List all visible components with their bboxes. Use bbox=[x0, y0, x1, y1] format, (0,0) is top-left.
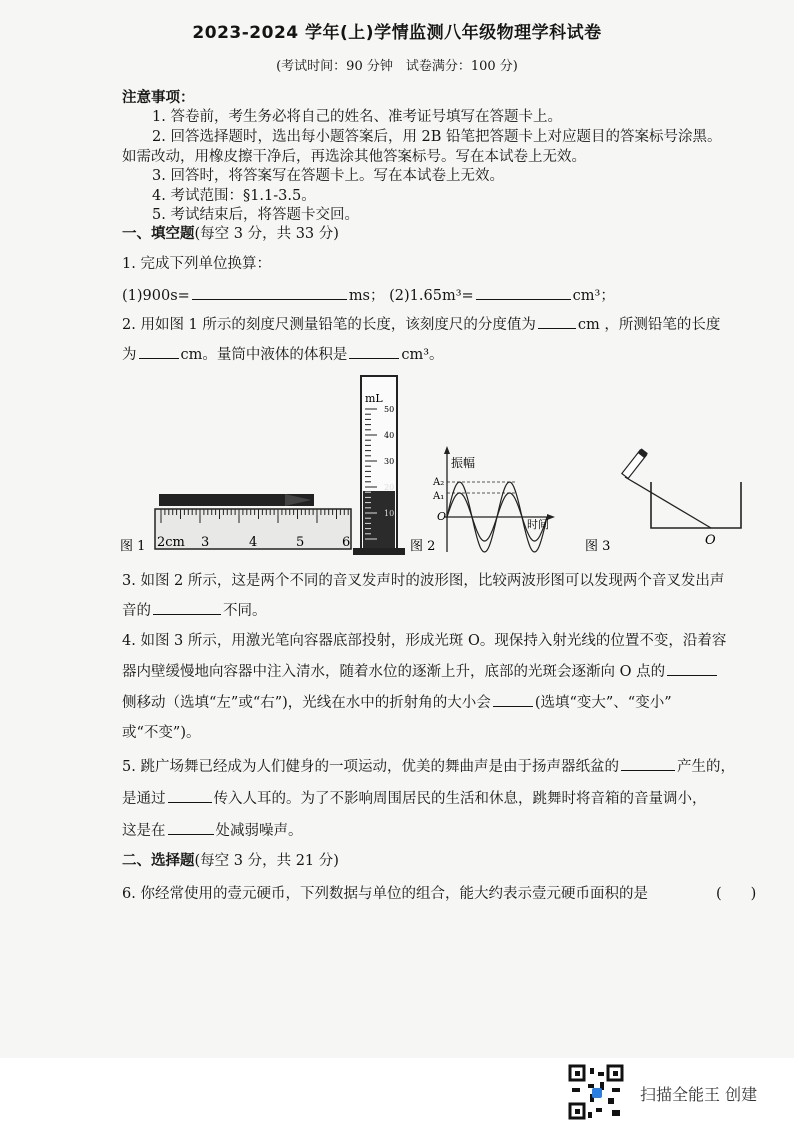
question-6-text: 6. 你经常使用的壹元硬币，下列数据与单位的组合，能大约表示壹元硬币面积的是 bbox=[122, 886, 648, 902]
cylinder-tick-label: 50 bbox=[384, 405, 395, 414]
question-3-line: 3. 如图 2 所示，这是两个不同的音叉发声时的波形图，比较两波形图可以发现两个音叉发出声 bbox=[122, 573, 725, 589]
laser-container-figure bbox=[585, 448, 741, 554]
q1-part-a-prefix: (1)900s= bbox=[122, 288, 190, 304]
q4-text: 器内壁缓慢地向容器中注入清水，随着水位的逐渐上升，底部的光斑会逐渐向 O 点的 bbox=[122, 664, 666, 680]
section-heading bbox=[122, 851, 339, 871]
light-ray bbox=[625, 477, 711, 528]
waveform-figure bbox=[432, 446, 555, 552]
wave-a2-label: A₂ bbox=[433, 477, 445, 488]
laser-pointer bbox=[622, 448, 648, 478]
cylinder-unit: mL bbox=[365, 392, 383, 405]
question-5-line bbox=[122, 820, 303, 841]
ruler-tick-label: 6 bbox=[342, 535, 351, 550]
q3-text: 不同。 bbox=[223, 603, 267, 619]
section-title: 一、填空题 bbox=[122, 226, 195, 242]
question-3-line bbox=[122, 600, 267, 621]
q5-text: 5. 跳广场舞已经成为人们健身的一项运动，优美的舞曲声是由于扬声器纸盆的 bbox=[122, 759, 619, 775]
ruler-figure bbox=[120, 494, 351, 554]
arrow-up-icon bbox=[444, 446, 450, 454]
wave-origin-label: O bbox=[437, 510, 447, 523]
q5-text: 是通过 bbox=[122, 791, 166, 807]
question-4-line: 或“不变”)。 bbox=[122, 725, 201, 741]
figure-3-label: 图 3 bbox=[585, 539, 611, 554]
note-item: 4. 考试范围：§1.1-3.5。 bbox=[152, 188, 316, 204]
cylinder-tick-label: 40 bbox=[384, 431, 395, 440]
cylinder-base bbox=[353, 548, 405, 555]
answer-blank[interactable] bbox=[493, 692, 533, 707]
ruler-tick-label: 5 bbox=[296, 535, 305, 550]
answer-blank[interactable] bbox=[168, 820, 214, 835]
cylinder-tick-label: 10 bbox=[384, 509, 395, 518]
wave-a1-label: A₁ bbox=[433, 491, 445, 502]
answer-blank[interactable] bbox=[349, 344, 399, 359]
ruler-tick-label: 3 bbox=[201, 535, 210, 550]
section-title: 二、选择题 bbox=[122, 853, 195, 869]
note-item: 2. 回答选择题时，选出每小题答案后，用 2B 铅笔把答题卡上对应题目的答案标号涂黑。 bbox=[152, 129, 722, 145]
ruler-tick-label: 2cm bbox=[157, 535, 185, 550]
section-heading bbox=[122, 224, 339, 244]
q2-text: 为 bbox=[122, 347, 137, 363]
note-item: 如需改动，用橡皮擦干净后，再选涂其他答案标号。写在本试卷上无效。 bbox=[122, 149, 586, 165]
figure-1-label: 图 1 bbox=[120, 539, 146, 554]
ruler-tick-label: 4 bbox=[249, 535, 258, 550]
cylinder-tick-label: 20 bbox=[384, 483, 395, 492]
question-4-line bbox=[122, 661, 719, 682]
section-detail: (每空 3 分，共 21 分) bbox=[194, 853, 339, 869]
figures-area bbox=[115, 372, 765, 557]
q1-part-b-prefix: (2)1.65m³= bbox=[389, 288, 474, 304]
section-detail: (每空 3 分，共 33 分) bbox=[194, 226, 339, 242]
cylinder-tick-label: 30 bbox=[384, 457, 395, 466]
cylinder-figure bbox=[353, 376, 435, 555]
liquid bbox=[363, 491, 395, 550]
answer-blank[interactable] bbox=[667, 661, 717, 676]
answer-blank[interactable] bbox=[621, 756, 675, 771]
exam-info: (考试时间：90 分钟 试卷满分：100 分) bbox=[276, 59, 518, 74]
q2-text: cm ，所测铅笔的长度 bbox=[577, 317, 721, 333]
q2-text: 2. 用如图 1 所示的刻度尺测量铅笔的长度，该刻度尺的分度值为 bbox=[122, 317, 536, 333]
answer-blank[interactable] bbox=[538, 314, 576, 329]
q2-text: cm³。 bbox=[401, 347, 444, 363]
answer-blank[interactable] bbox=[192, 285, 347, 300]
question-4-line bbox=[122, 692, 672, 713]
question-2-line bbox=[122, 314, 720, 335]
q1-part-a-unit: ms； bbox=[348, 288, 385, 304]
q5-text: 产生的， bbox=[676, 759, 735, 775]
question-1-parts bbox=[122, 285, 615, 306]
note-item: 5. 考试结束后，将答题卡交回。 bbox=[152, 207, 359, 223]
q4-text: 侧移动（选填“左”或“右”)，光线在水中的折射角的大小会 bbox=[122, 695, 491, 711]
question-2-line bbox=[122, 344, 444, 365]
answer-blank[interactable] bbox=[168, 788, 212, 803]
answer-blank[interactable] bbox=[139, 344, 179, 359]
page-title: 2023-2024 学年(上)学情监测八年级物理学科试卷 bbox=[192, 23, 602, 43]
figure-2-label: 图 2 bbox=[410, 539, 436, 554]
q4-text: (选填“变大”、“变小” bbox=[534, 695, 672, 711]
q5-text: 处减弱噪声。 bbox=[215, 823, 303, 839]
q5-text: 传入人耳的。为了不影响周围居民的生活和休息，跳舞时将音箱的音量调小， bbox=[213, 791, 707, 807]
wave-y-label: 振幅 bbox=[451, 456, 476, 470]
question-5-line bbox=[122, 756, 735, 777]
answer-blank[interactable] bbox=[476, 285, 571, 300]
q1-part-b-unit: cm³； bbox=[572, 288, 615, 304]
answer-blank[interactable] bbox=[153, 600, 221, 615]
q2-text: cm。量筒中液体的体积是 bbox=[180, 347, 348, 363]
notes-heading: 注意事项： bbox=[122, 90, 195, 106]
question-1-text: 1. 完成下列单位换算： bbox=[122, 256, 271, 272]
q3-text: 音的 bbox=[122, 603, 151, 619]
scanner-watermark: 扫描全能王 创建 bbox=[640, 1085, 758, 1104]
q5-text: 这是在 bbox=[122, 823, 166, 839]
answer-bracket[interactable]: ( ) bbox=[716, 886, 757, 902]
note-item: 1. 答卷前，考生务必将自己的姓名、准考证号填写在答题卡上。 bbox=[152, 109, 562, 125]
qr-code-icon bbox=[568, 1064, 624, 1120]
container bbox=[651, 482, 741, 528]
question-5-line bbox=[122, 788, 707, 809]
note-item: 3. 回答时，将答案写在答题卡上。写在本试卷上无效。 bbox=[152, 168, 504, 184]
wave-x-label: 时间 bbox=[527, 518, 549, 531]
light-spot-label: O bbox=[705, 533, 716, 548]
question-4-line: 4. 如图 3 所示，用激光笔向容器底部投射，形成光斑 O。现保持入射光线的位置不变，沿着容 bbox=[122, 633, 727, 649]
